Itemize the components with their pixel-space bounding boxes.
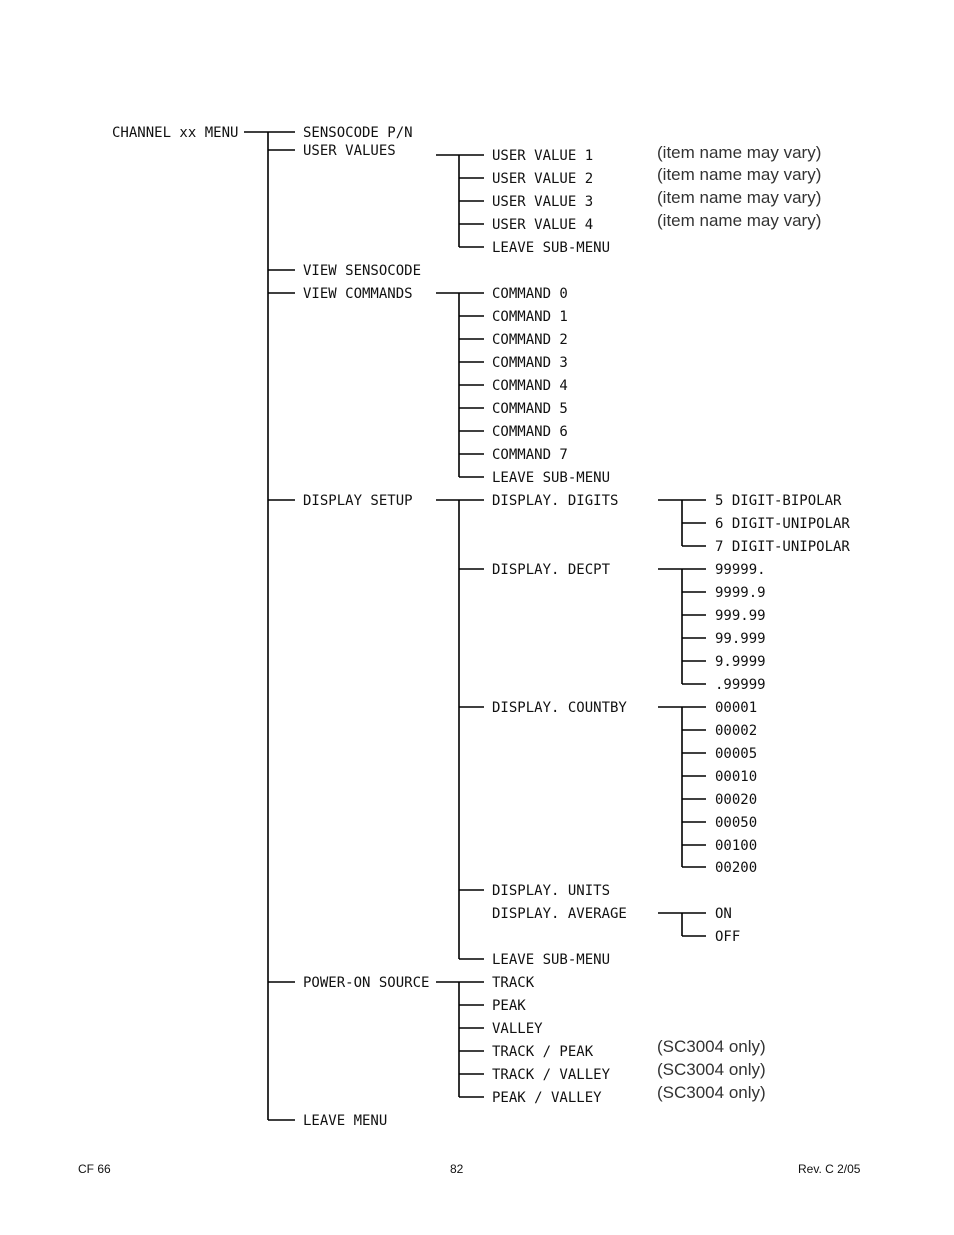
digits-option: 6 DIGIT-UNIPOLAR	[715, 516, 850, 532]
display-digits-item: DISPLAY. DIGITS	[492, 493, 619, 509]
command-item: COMMAND 0	[492, 286, 568, 302]
countby-option: 00010	[715, 769, 758, 785]
sc3004-note: (SC3004 only)	[657, 1060, 766, 1079]
decpt-option: 999.99	[715, 608, 766, 624]
countby-option: 00002	[715, 723, 758, 739]
menu-item-display-setup: DISPLAY SETUP	[303, 493, 413, 509]
digits-option: 5 DIGIT-BIPOLAR	[715, 493, 842, 509]
decpt-option: 99999.	[715, 562, 766, 578]
sc3004-note: (SC3004 only)	[657, 1083, 766, 1102]
tree-connectors	[244, 132, 706, 1120]
menu-item-sensocode-pn: SENSOCODE P/N	[303, 125, 413, 141]
command-item: COMMAND 1	[492, 309, 568, 325]
power-on-option: TRACK / VALLEY	[492, 1067, 611, 1083]
display-countby-item: DISPLAY. COUNTBY	[492, 700, 627, 716]
user-value-item: USER VALUE 3	[492, 194, 594, 210]
menu-item-view-commands: VIEW COMMANDS	[303, 286, 413, 302]
command-item: COMMAND 6	[492, 424, 568, 440]
menu-item-power-on-source: POWER-ON SOURCE	[303, 975, 430, 991]
root-menu-label: CHANNEL xx MENU	[112, 125, 239, 141]
footer-revision: Rev. C 2/05	[798, 1162, 861, 1176]
decpt-option: .99999	[715, 677, 766, 693]
command-item: COMMAND 5	[492, 401, 568, 417]
countby-option: 00020	[715, 792, 758, 808]
countby-option: 00100	[715, 838, 758, 854]
display-average-item: DISPLAY. AVERAGE	[492, 906, 627, 922]
decpt-option: 9.9999	[715, 654, 766, 670]
user-value-item: USER VALUE 4	[492, 217, 594, 233]
display-decpt-item: DISPLAY. DECPT	[492, 562, 611, 578]
command-item: COMMAND 2	[492, 332, 568, 348]
footer-document-id: CF 66	[78, 1162, 111, 1176]
menu-item-leave-menu: LEAVE MENU	[303, 1113, 388, 1129]
item-name-note: (item name may vary)	[657, 211, 822, 230]
commands-leave-submenu: LEAVE SUB-MENU	[492, 470, 611, 486]
menu-item-view-sensocode: VIEW SENSOCODE	[303, 263, 422, 279]
decpt-option: 99.999	[715, 631, 766, 647]
sc3004-note: (SC3004 only)	[657, 1037, 766, 1056]
item-name-note: (item name may vary)	[657, 165, 822, 184]
countby-option: 00005	[715, 746, 758, 762]
command-item: COMMAND 7	[492, 447, 568, 463]
countby-option: 00200	[715, 860, 758, 876]
user-values-leave-submenu: LEAVE SUB-MENU	[492, 240, 611, 256]
item-name-note: (item name may vary)	[657, 143, 822, 162]
user-value-item: USER VALUE 1	[492, 148, 594, 164]
display-units-item: DISPLAY. UNITS	[492, 883, 611, 899]
menu-item-user-values: USER VALUES	[303, 143, 396, 159]
decpt-option: 9999.9	[715, 585, 766, 601]
power-on-option: TRACK	[492, 975, 535, 991]
countby-option: 00050	[715, 815, 758, 831]
power-on-option: VALLEY	[492, 1021, 543, 1037]
footer-page-number: 82	[450, 1162, 464, 1176]
display-leave-submenu: LEAVE SUB-MENU	[492, 952, 611, 968]
digits-option: 7 DIGIT-UNIPOLAR	[715, 539, 850, 555]
power-on-option: PEAK / VALLEY	[492, 1090, 602, 1106]
command-item: COMMAND 3	[492, 355, 568, 371]
user-value-item: USER VALUE 2	[492, 171, 594, 187]
power-on-option: PEAK	[492, 998, 526, 1014]
power-on-option: TRACK / PEAK	[492, 1044, 594, 1060]
item-name-note: (item name may vary)	[657, 188, 822, 207]
command-item: COMMAND 4	[492, 378, 568, 394]
countby-option: 00001	[715, 700, 758, 716]
average-option: ON	[715, 906, 732, 922]
average-option: OFF	[715, 929, 741, 945]
